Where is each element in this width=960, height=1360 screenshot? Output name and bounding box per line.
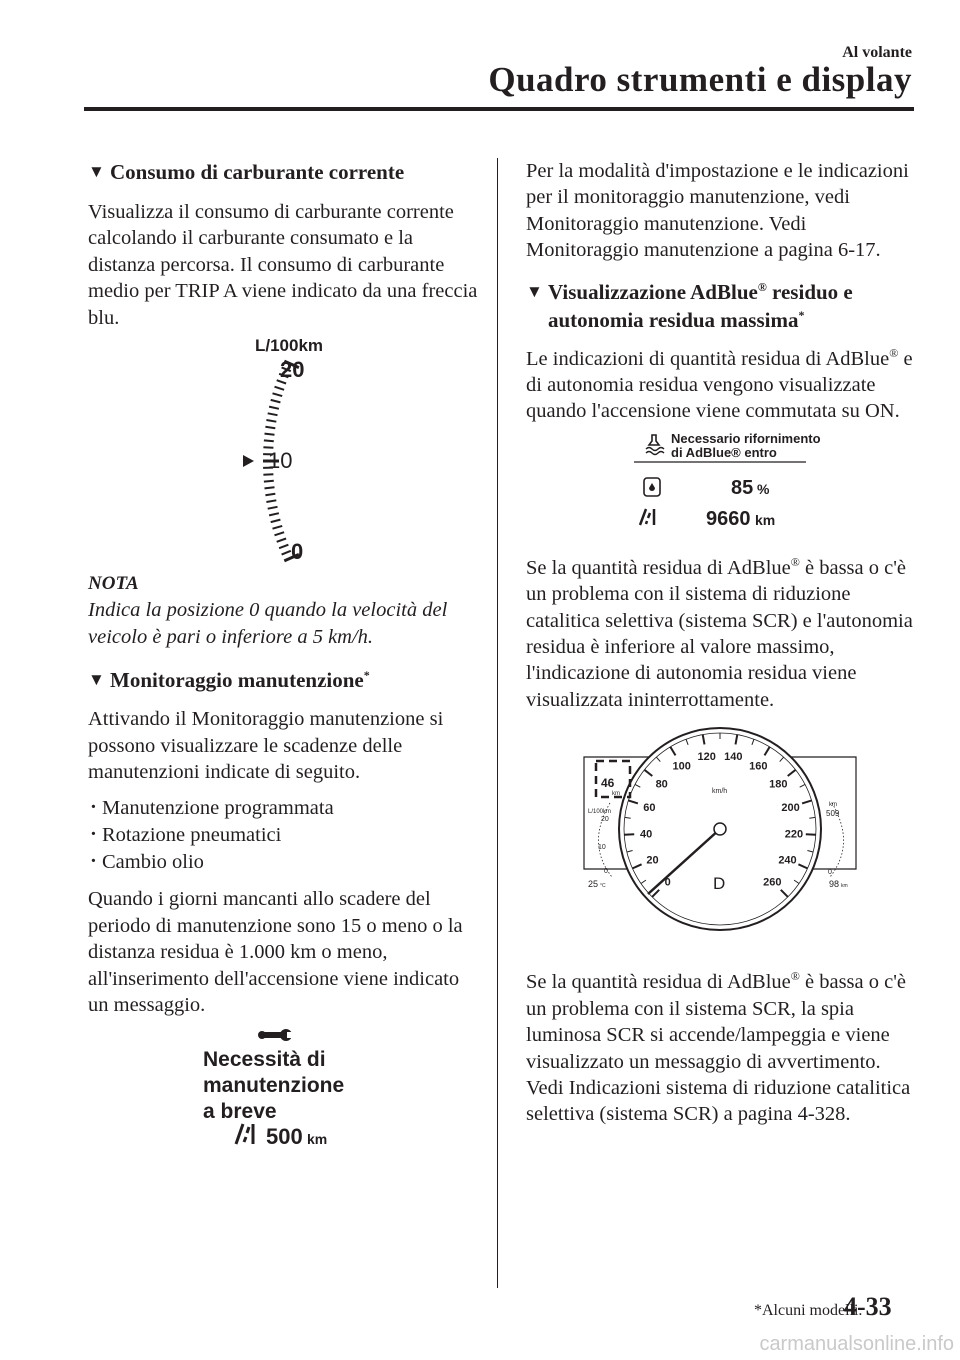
cluster-fuel-0: 0 bbox=[604, 868, 608, 876]
speed-label: 160 bbox=[749, 760, 768, 773]
cluster-fuel-10: 10 bbox=[598, 844, 606, 852]
cluster-right-zero: 0 bbox=[828, 869, 832, 877]
speed-label: 260 bbox=[763, 876, 782, 889]
speed-unit: km/h bbox=[712, 788, 728, 796]
cluster-left-value: 46 bbox=[601, 776, 615, 791]
maint-msg-line2: manutenzione bbox=[203, 1073, 345, 1097]
maint-distance-value: 500 bbox=[266, 1123, 303, 1149]
list-item: · Rotazione pneumatici bbox=[88, 822, 478, 849]
gauge-tick bbox=[265, 427, 275, 428]
header-rule bbox=[84, 107, 914, 111]
cluster-right-unit: km bbox=[829, 802, 837, 809]
gauge-label-20: 20 bbox=[280, 357, 305, 383]
speed-label: 20 bbox=[646, 854, 659, 867]
paragraph-maintenance-intro: Attivando il Monitoraggio manutenzione si possono visualizzare le scadenze delle manutenzioni indicate di seguito. bbox=[88, 708, 444, 784]
gauge-tick bbox=[268, 507, 278, 509]
gauge-label-0: 0 bbox=[291, 539, 304, 564]
watermark: carmanualsonline.info bbox=[759, 1333, 954, 1355]
footnote: *Alcuni modelli. bbox=[754, 1302, 863, 1319]
cluster-fuel-unit: L/100km bbox=[588, 809, 612, 816]
gauge-tick bbox=[277, 539, 286, 542]
column-divider bbox=[497, 158, 498, 1288]
nota-title: NOTA bbox=[88, 573, 139, 595]
speed-label: 200 bbox=[781, 802, 800, 815]
paragraph-maintenance-reference: Per la modalità d'impostazione e le indicazioni per il monitoraggio manutenzione, vedi Monitoraggio manutenzione. Vedi Monitoraggio manutenzione a pagina 6-17. bbox=[526, 160, 909, 262]
gauge-tick bbox=[266, 500, 276, 502]
maintenance-message-display bbox=[88, 1021, 478, 1151]
gauge-tick bbox=[269, 513, 279, 515]
gauge-tick bbox=[273, 526, 283, 529]
header-section: Al volante bbox=[842, 44, 912, 61]
list-item: · Cambio olio bbox=[88, 849, 478, 876]
paragraph-scr-reference: Vedi Indicazioni sistema di riduzione catalitica selettiva (sistema SCR) a pagina 4-328. bbox=[526, 1076, 911, 1126]
distance-road-icon bbox=[640, 509, 654, 525]
paragraph-maintenance-message: Quando i giorni mancanti allo scadere del periodo di manutenzione sono 15 o meno o la distanza residua è 1.000 km o meno, all'inserimento dell'accensione viene indicato un messaggio. bbox=[88, 888, 463, 1017]
speed-label: 80 bbox=[655, 778, 668, 791]
gauge-tick bbox=[275, 532, 285, 535]
speed-label: 140 bbox=[724, 751, 743, 764]
gauge-tick bbox=[265, 487, 275, 488]
gauge-tick bbox=[271, 520, 281, 523]
heading-fuel-consumption: ▼ Consumo di carburante corrente bbox=[88, 160, 405, 184]
speed-label: 180 bbox=[769, 778, 788, 791]
adblue-display bbox=[526, 429, 916, 529]
adblue-percent-unit: % bbox=[757, 480, 770, 497]
right-column bbox=[526, 158, 916, 1128]
speed-label: 120 bbox=[697, 751, 716, 764]
cluster-fuel-20: 20 bbox=[601, 816, 609, 824]
page-number: 4-33 bbox=[844, 1292, 892, 1321]
average-pointer-icon bbox=[243, 455, 254, 467]
maintenance-list bbox=[88, 795, 478, 876]
adblue-msg-line2: di AdBlue® entro bbox=[671, 444, 777, 460]
speed-label: 0 bbox=[664, 876, 671, 889]
triangle-icon: ▼ bbox=[88, 162, 105, 181]
list-item: · Manutenzione programmata bbox=[88, 795, 478, 822]
gear-indicator: D bbox=[713, 874, 726, 894]
adblue-percent-value: 85 bbox=[731, 476, 754, 499]
gauge-unit-label: L/100km bbox=[255, 336, 324, 356]
gauge-tick bbox=[265, 494, 275, 495]
cluster-right-value: 509 bbox=[826, 809, 840, 819]
cluster-temp-unit: °C bbox=[600, 883, 606, 890]
speed-tick bbox=[806, 834, 816, 835]
paragraph-scr-warning: Se la quantità residua di AdBlue® è bassa o c'è un problema con il sistema SCR, la spia luminosa SCR si accende/lampeggia e viene visualizzato un messaggio di avvertimento. bbox=[526, 969, 907, 1073]
maint-msg-line3: a breve bbox=[203, 1099, 277, 1123]
triangle-icon: ▼ bbox=[88, 670, 105, 690]
speed-label: 100 bbox=[672, 760, 691, 773]
adblue-tank-icon bbox=[644, 478, 660, 496]
gauge-tick bbox=[264, 481, 274, 482]
speed-label: 60 bbox=[643, 802, 656, 815]
gauge-tick bbox=[264, 440, 274, 441]
page-title: Quadro strumenti e display bbox=[488, 60, 912, 99]
gauge-tick bbox=[273, 393, 283, 396]
instrument-cluster-illustration bbox=[526, 719, 916, 939]
adblue-range-value: 9660 bbox=[706, 507, 751, 529]
speed-label: 40 bbox=[639, 828, 653, 841]
gauge-tick bbox=[263, 474, 273, 475]
cluster-left-unit: km bbox=[612, 791, 620, 798]
heading-maintenance-monitor: ▼ Monitoraggio manutenzione* bbox=[88, 668, 370, 693]
cluster-odo-unit: km bbox=[841, 883, 848, 890]
gauge-label-10: 10 bbox=[268, 448, 293, 474]
gauge-tick bbox=[279, 545, 288, 549]
paragraph-adblue-low: Se la quantità residua di AdBlue® è bassa o c'è un problema con il sistema di riduzione catalitica selettiva (sistema SCR) e l'autonomia residua è inferiore al valore massimo, l'indicazione di autonomia residua viene visualizzata ininterrottamente. bbox=[526, 555, 913, 711]
gauge-tick bbox=[269, 407, 279, 409]
fuel-consumption-gauge bbox=[88, 331, 478, 563]
paragraph-adblue-intro: Le indicazioni di quantità residua di AdBlue® e di autonomia residua vengono visualizzate quando l'accensione viene commutata su ON. bbox=[526, 345, 913, 423]
gauge-tick bbox=[271, 400, 281, 403]
nota-text: Indica la posizione 0 quando la velocità del veicolo è pari o inferiore a 5 km/h. bbox=[88, 599, 448, 648]
heading-adblue: ▼ Visualizzazione AdBlue® residuo e autonomia residua massima* bbox=[526, 279, 853, 332]
gauge-tick bbox=[275, 387, 285, 390]
adblue-msg-line1: Necessario rifornimento bbox=[671, 430, 821, 446]
maint-msg-line1: Necessità di bbox=[203, 1047, 326, 1071]
left-column bbox=[88, 158, 478, 1151]
adblue-range-unit: km bbox=[755, 511, 776, 528]
adblue-refill-icon bbox=[646, 435, 664, 455]
paragraph-fuel-consumption: Visualizza il consumo di carburante corrente calcolando il carburante consumato e la distanza percorsa. Il consumo di carburante medio per TRIP A viene indicato da una freccia blu. bbox=[88, 201, 478, 329]
gauge-tick bbox=[282, 551, 291, 555]
gauge-tick bbox=[268, 413, 278, 415]
distance-road-icon bbox=[236, 1124, 253, 1144]
gauge-tick bbox=[266, 420, 276, 422]
wrench-icon bbox=[258, 1029, 293, 1041]
cluster-temp: 25 bbox=[588, 879, 599, 890]
gauge-tick bbox=[265, 434, 275, 435]
speed-tick bbox=[624, 834, 634, 835]
speed-label: 220 bbox=[784, 828, 804, 841]
maint-distance-unit: km bbox=[307, 1130, 328, 1147]
needle-hub bbox=[714, 823, 726, 835]
triangle-icon: ▼ bbox=[526, 281, 543, 301]
speed-label: 240 bbox=[778, 854, 797, 867]
cluster-odo: 98 bbox=[829, 879, 840, 890]
